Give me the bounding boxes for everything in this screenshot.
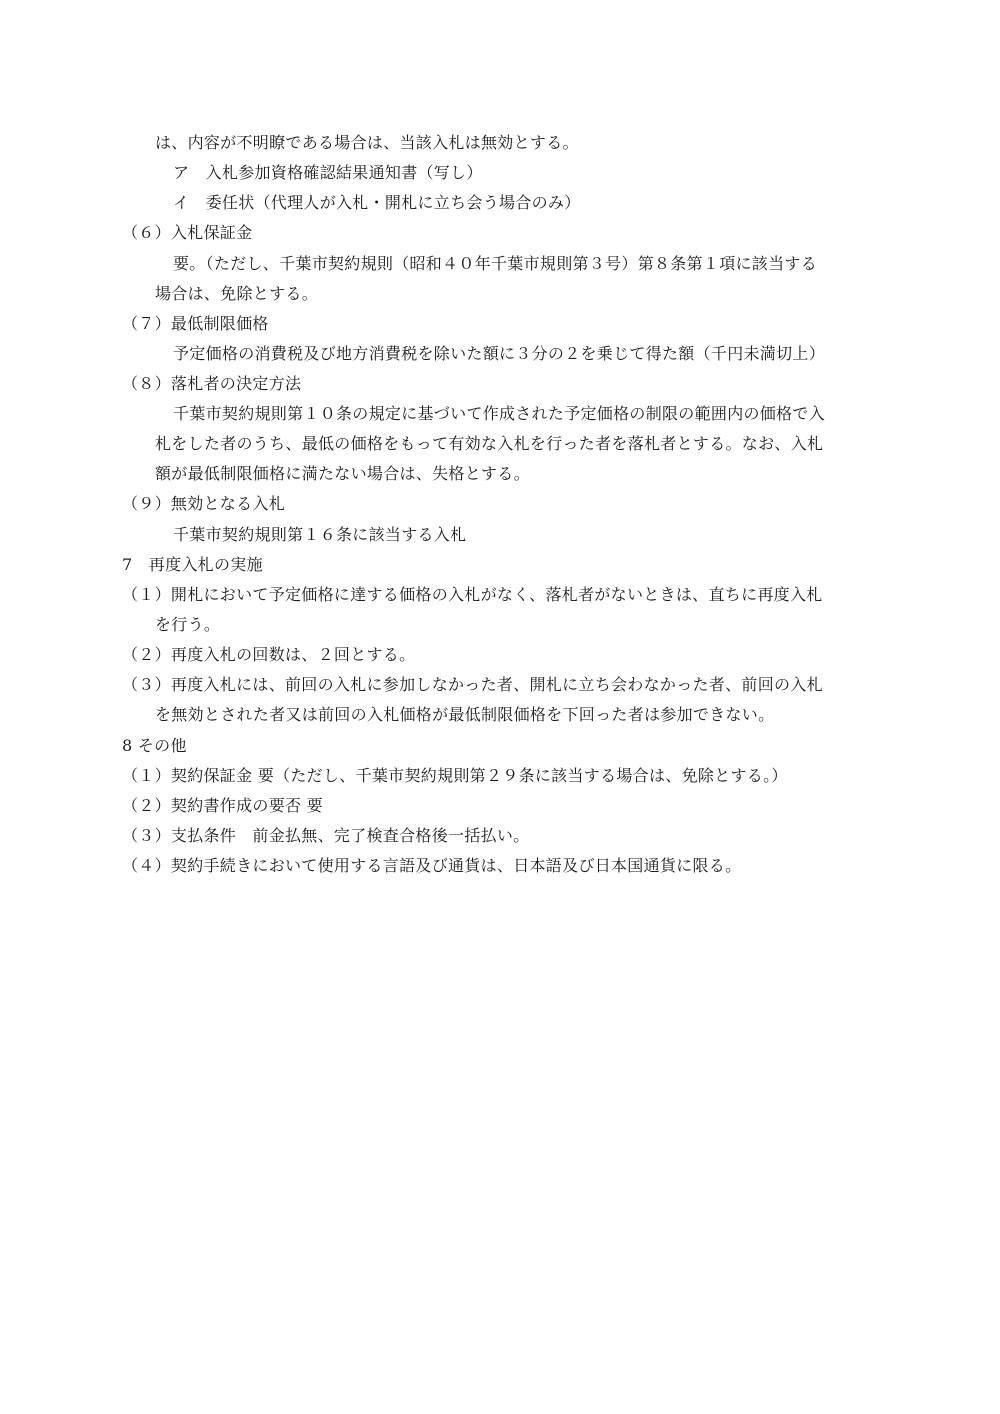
bid-bond-text-cont: 場合は、免除とする。: [155, 284, 319, 303]
award-method-text: 千葉市契約規則第１０条の規定に基づいて作成された予定価格の制限の範囲内の価格で入: [173, 404, 826, 423]
heading-invalid-bids: （９）無効となる入札: [122, 494, 286, 513]
rebid-item-2: （２）再度入札の回数は、２回とする。: [122, 645, 416, 664]
heading-minimum-price: （７）最低制限価格: [122, 314, 269, 333]
rebid-item-3-cont: を無効とされた者又は前回の入札価格が最低制限価格を下回った者は参加できない。: [155, 705, 775, 724]
award-method-text-cont-2: 額が最低制限価格に満たない場合は、失格とする。: [155, 464, 530, 483]
heading-bid-bond: （６）入札保証金: [122, 223, 253, 242]
section-7-heading: 7 再度入札の実施: [122, 555, 263, 574]
rebid-item-1: （１）開札において予定価格に達する価格の入札がなく、落札者がないときは、直ちに再度入札: [122, 585, 823, 604]
other-item-3: （３）支払条件 前金払無、完了検査合格後一括払い。: [122, 826, 530, 845]
rebid-item-1-cont: を行う。: [155, 615, 221, 634]
sub-item-a: ア 入札参加資格確認結果通知書（写し）: [173, 163, 483, 182]
rebid-item-3: （３）再度入札には、前回の入札に参加しなかった者、開札に立ち会わなかった者、前回の入札: [122, 675, 823, 694]
award-method-text-cont-1: 札をした者のうち、最低の価格をもって有効な入札を行った者を落札者とする。なお、入札: [155, 434, 824, 453]
heading-award-method: （８）落札者の決定方法: [122, 374, 302, 393]
sub-item-i: イ 委任状（代理人が入札・開札に立ち会う場合のみ）: [173, 193, 581, 212]
section-8-heading: 8 その他: [122, 736, 187, 755]
bid-bond-text: 要。（ただし、千葉市契約規則（昭和４０年千葉市規則第３号）第８条第１項に該当する: [173, 254, 818, 273]
text-line-continuation: は、内容が不明瞭である場合は、当該入札は無効とする。: [155, 133, 579, 152]
other-item-2: （２）契約書作成の要否 要: [122, 796, 323, 815]
minimum-price-text: 予定価格の消費税及び地方消費税を除いた額に３分の２を乗じて得た額（千円未満切上）: [173, 344, 826, 363]
other-item-1: （１）契約保証金 要（ただし、千葉市契約規則第２９条に該当する場合は、免除とする。）: [122, 766, 788, 785]
other-item-4: （４）契約手続きにおいて使用する言語及び通貨は、日本語及び日本国通貨に限る。: [122, 856, 742, 875]
invalid-bids-text: 千葉市契約規則第１６条に該当する入札: [173, 525, 467, 544]
